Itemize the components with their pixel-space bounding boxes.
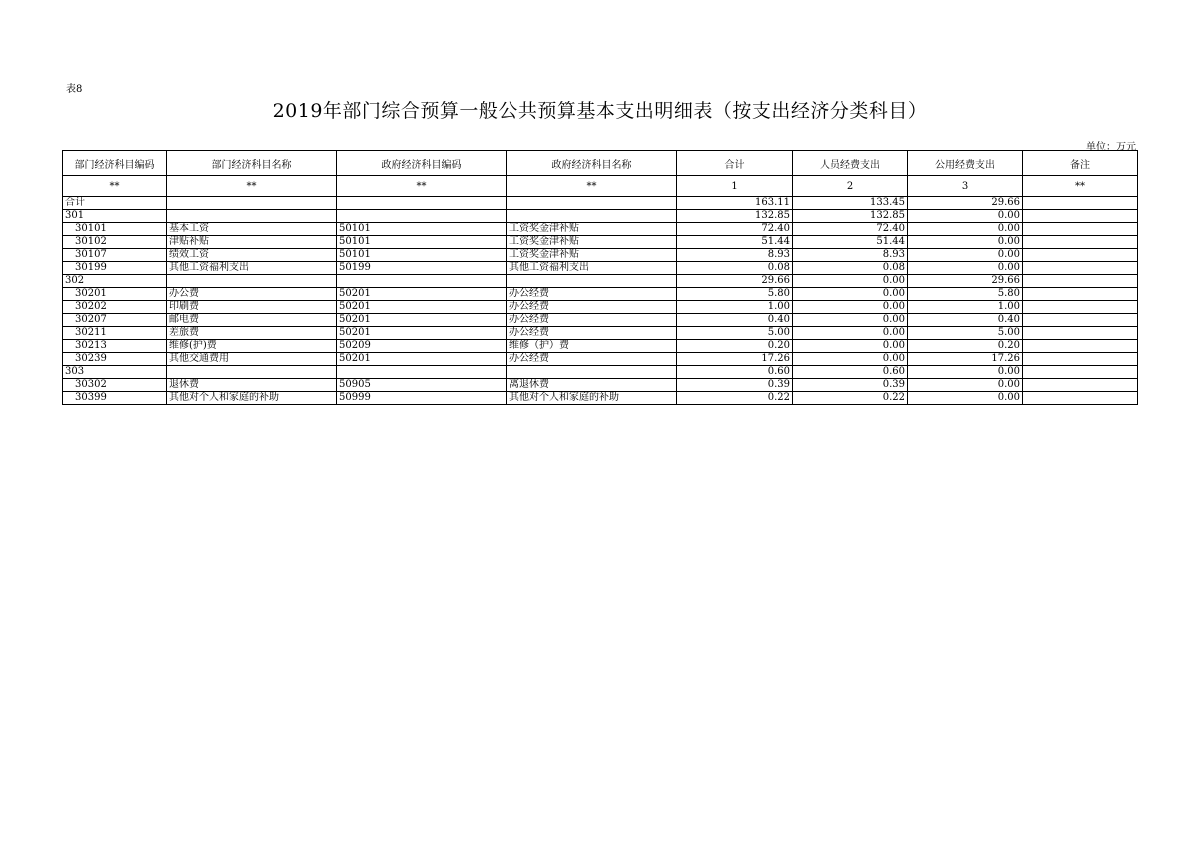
cell-total: 1 [677, 176, 793, 197]
cell-econ-code: ** [63, 176, 167, 197]
cell-gov-name: 政府经济科目名称 [507, 151, 677, 176]
table-row [63, 314, 1138, 327]
cell-gov-name: 工资奖金津补贴 [507, 249, 677, 262]
header-row [63, 151, 1138, 176]
cell-public: 公用经费支出 [908, 151, 1023, 176]
cell-remark [1023, 223, 1138, 236]
cell-public: 0.00 [908, 223, 1023, 236]
cell-econ-code: 30399 [63, 392, 167, 405]
cell-personnel: 0.00 [793, 301, 908, 314]
cell-total: 0.20 [677, 340, 793, 353]
cell-personnel: 0.08 [793, 262, 908, 275]
table-row [63, 366, 1138, 379]
cell-econ-name: 部门经济科目名称 [167, 151, 337, 176]
table-row [63, 340, 1138, 353]
cell-gov-name: 办公经费 [507, 353, 677, 366]
cell-personnel: 72.40 [793, 223, 908, 236]
cell-econ-name: 邮电费 [167, 314, 337, 327]
cell-gov-code: 50209 [337, 340, 507, 353]
marker-row [63, 176, 1138, 197]
cell-public: 0.00 [908, 236, 1023, 249]
cell-total: 0.40 [677, 314, 793, 327]
table-row [63, 353, 1138, 366]
table-row [63, 236, 1138, 249]
cell-personnel: 8.93 [793, 249, 908, 262]
cell-econ-code: 30201 [63, 288, 167, 301]
cell-remark [1023, 301, 1138, 314]
table-row [63, 210, 1138, 223]
cell-total: 5.80 [677, 288, 793, 301]
cell-total: 合计 [677, 151, 793, 176]
cell-remark [1023, 262, 1138, 275]
cell-gov-name: 办公经费 [507, 314, 677, 327]
cell-gov-name [507, 197, 677, 210]
cell-gov-code [337, 366, 507, 379]
cell-total: 51.44 [677, 236, 793, 249]
cell-personnel: 0.00 [793, 340, 908, 353]
cell-remark [1023, 249, 1138, 262]
table-row [63, 249, 1138, 262]
cell-remark: ** [1023, 176, 1138, 197]
cell-gov-code: 50101 [337, 249, 507, 262]
cell-gov-name [507, 210, 677, 223]
cell-remark [1023, 379, 1138, 392]
cell-total: 8.93 [677, 249, 793, 262]
cell-econ-code: 30211 [63, 327, 167, 340]
cell-remark [1023, 366, 1138, 379]
cell-econ-code: 30102 [63, 236, 167, 249]
cell-total: 72.40 [677, 223, 793, 236]
unit-label: 单位：万元 [1086, 142, 1136, 153]
cell-public: 0.20 [908, 340, 1023, 353]
cell-personnel: 0.60 [793, 366, 908, 379]
cell-remark [1023, 314, 1138, 327]
cell-gov-code: 50101 [337, 236, 507, 249]
cell-personnel: 132.85 [793, 210, 908, 223]
cell-gov-code: 50201 [337, 314, 507, 327]
cell-personnel: 0.00 [793, 314, 908, 327]
cell-gov-name: 工资奖金津补贴 [507, 236, 677, 249]
cell-gov-code: ** [337, 176, 507, 197]
cell-econ-name [167, 366, 337, 379]
cell-personnel: 2 [793, 176, 908, 197]
cell-gov-name: 工资奖金津补贴 [507, 223, 677, 236]
table-row [63, 275, 1138, 288]
cell-gov-name: 其他工资福利支出 [507, 262, 677, 275]
cell-econ-code: 30202 [63, 301, 167, 314]
cell-econ-name: 其他对个人和家庭的补助 [167, 392, 337, 405]
table-row [63, 327, 1138, 340]
cell-econ-name [167, 210, 337, 223]
cell-personnel: 0.00 [793, 327, 908, 340]
cell-public: 5.00 [908, 327, 1023, 340]
cell-gov-code: 50905 [337, 379, 507, 392]
cell-personnel: 0.00 [793, 288, 908, 301]
table-row [63, 301, 1138, 314]
table-body [63, 151, 1138, 405]
cell-econ-code: 30213 [63, 340, 167, 353]
table-number: 表8 [66, 84, 83, 95]
cell-public: 1.00 [908, 301, 1023, 314]
table-row [63, 262, 1138, 275]
cell-gov-name [507, 366, 677, 379]
cell-remark [1023, 288, 1138, 301]
cell-gov-name: 办公经费 [507, 327, 677, 340]
cell-personnel: 0.00 [793, 353, 908, 366]
cell-public: 17.26 [908, 353, 1023, 366]
cell-total: 17.26 [677, 353, 793, 366]
cell-public: 0.00 [908, 366, 1023, 379]
cell-remark [1023, 236, 1138, 249]
cell-econ-code: 30207 [63, 314, 167, 327]
cell-econ-name: 其他工资福利支出 [167, 262, 337, 275]
cell-personnel: 133.45 [793, 197, 908, 210]
cell-econ-code: 30239 [63, 353, 167, 366]
cell-public: 0.00 [908, 379, 1023, 392]
cell-gov-name: 离退休费 [507, 379, 677, 392]
cell-econ-name: 退休费 [167, 379, 337, 392]
cell-econ-name: 维修(护)费 [167, 340, 337, 353]
cell-total: 29.66 [677, 275, 793, 288]
cell-total: 0.39 [677, 379, 793, 392]
cell-econ-name [167, 197, 337, 210]
cell-econ-code: 303 [63, 366, 167, 379]
cell-econ-name: 绩效工资 [167, 249, 337, 262]
cell-gov-name: 办公经费 [507, 301, 677, 314]
cell-public: 0.00 [908, 392, 1023, 405]
cell-public: 3 [908, 176, 1023, 197]
cell-public: 29.66 [908, 275, 1023, 288]
cell-gov-code: 50999 [337, 392, 507, 405]
cell-gov-name: ** [507, 176, 677, 197]
cell-econ-code: 30101 [63, 223, 167, 236]
cell-total: 0.60 [677, 366, 793, 379]
cell-total: 1.00 [677, 301, 793, 314]
table-row [63, 223, 1138, 236]
cell-remark [1023, 197, 1138, 210]
cell-econ-code: 301 [63, 210, 167, 223]
cell-gov-code [337, 197, 507, 210]
cell-personnel: 0.39 [793, 379, 908, 392]
cell-econ-name: ** [167, 176, 337, 197]
cell-personnel: 51.44 [793, 236, 908, 249]
cell-econ-name: 津贴补贴 [167, 236, 337, 249]
cell-personnel: 0.00 [793, 275, 908, 288]
page-title: 2019年部门综合预算一般公共预算基本支出明细表（按支出经济分类科目） [272, 100, 928, 122]
cell-econ-name [167, 275, 337, 288]
cell-econ-code: 30199 [63, 262, 167, 275]
cell-gov-name [507, 275, 677, 288]
table-row [63, 392, 1138, 405]
cell-gov-code: 50201 [337, 288, 507, 301]
cell-econ-code: 部门经济科目编码 [63, 151, 167, 176]
cell-remark: 备注 [1023, 151, 1138, 176]
cell-remark [1023, 392, 1138, 405]
cell-gov-code: 50101 [337, 223, 507, 236]
cell-econ-code: 30302 [63, 379, 167, 392]
cell-public: 0.40 [908, 314, 1023, 327]
cell-total: 132.85 [677, 210, 793, 223]
cell-gov-code: 50199 [337, 262, 507, 275]
budget-table [62, 150, 1138, 405]
cell-remark [1023, 275, 1138, 288]
cell-econ-name: 基本工资 [167, 223, 337, 236]
cell-gov-code [337, 210, 507, 223]
cell-total: 0.08 [677, 262, 793, 275]
cell-gov-code: 50201 [337, 327, 507, 340]
cell-econ-name: 印刷费 [167, 301, 337, 314]
cell-total: 5.00 [677, 327, 793, 340]
cell-gov-code [337, 275, 507, 288]
cell-remark [1023, 327, 1138, 340]
table-row [63, 197, 1138, 210]
cell-gov-code: 50201 [337, 353, 507, 366]
cell-econ-code: 302 [63, 275, 167, 288]
cell-econ-name: 差旅费 [167, 327, 337, 340]
cell-econ-code: 合计 [63, 197, 167, 210]
cell-gov-name: 办公经费 [507, 288, 677, 301]
cell-total: 0.22 [677, 392, 793, 405]
cell-gov-code: 政府经济科目编码 [337, 151, 507, 176]
cell-public: 5.80 [908, 288, 1023, 301]
cell-public: 29.66 [908, 197, 1023, 210]
cell-gov-name: 其他对个人和家庭的补助 [507, 392, 677, 405]
cell-remark [1023, 353, 1138, 366]
cell-gov-name: 维修（护）费 [507, 340, 677, 353]
cell-total: 163.11 [677, 197, 793, 210]
cell-econ-code: 30107 [63, 249, 167, 262]
table-row [63, 379, 1138, 392]
cell-public: 0.00 [908, 262, 1023, 275]
cell-personnel: 人员经费支出 [793, 151, 908, 176]
cell-gov-code: 50201 [337, 301, 507, 314]
cell-econ-name: 其他交通费用 [167, 353, 337, 366]
cell-remark [1023, 340, 1138, 353]
cell-personnel: 0.22 [793, 392, 908, 405]
cell-econ-name: 办公费 [167, 288, 337, 301]
cell-remark [1023, 210, 1138, 223]
cell-public: 0.00 [908, 210, 1023, 223]
cell-public: 0.00 [908, 249, 1023, 262]
table-row [63, 288, 1138, 301]
